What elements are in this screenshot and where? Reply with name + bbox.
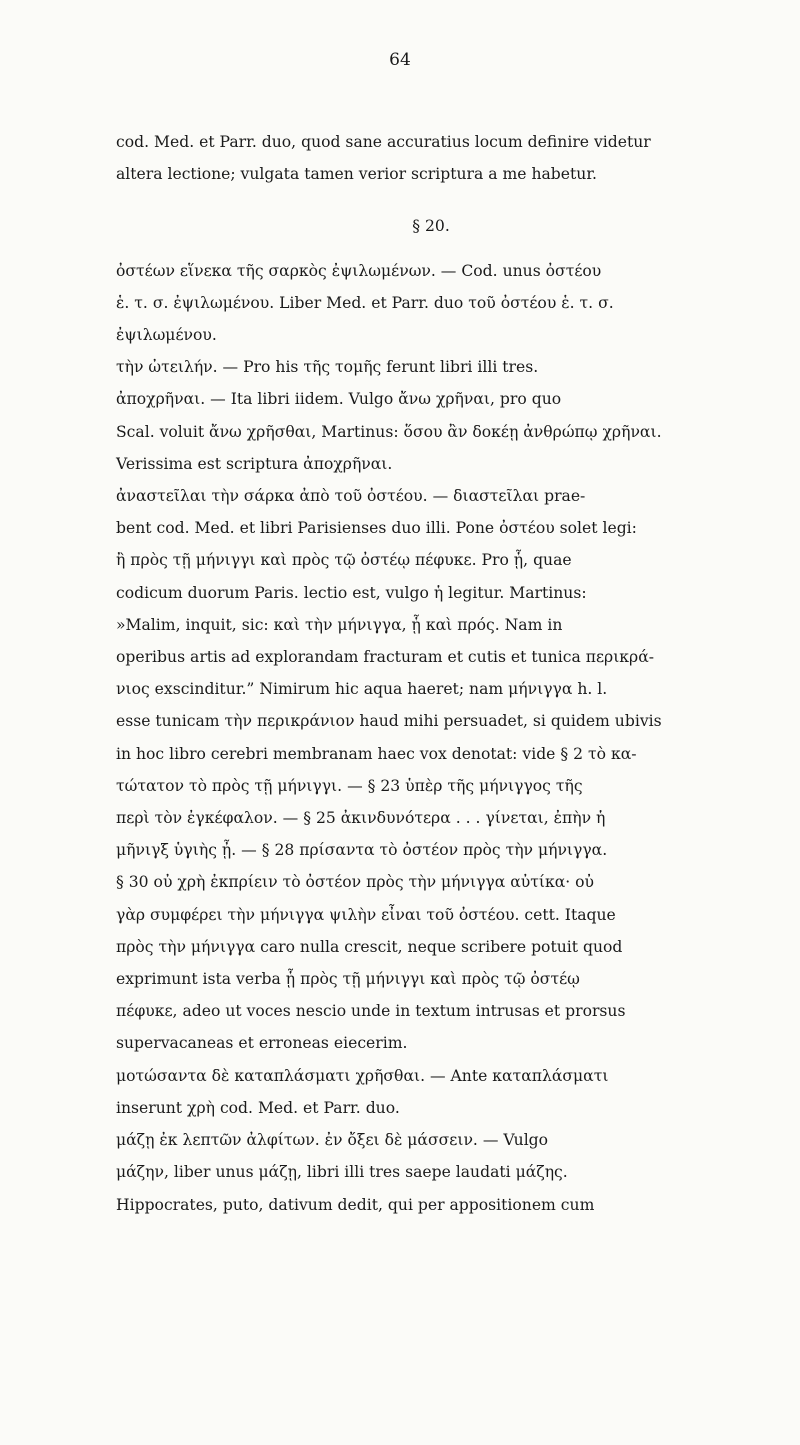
page-body (116, 126, 746, 1221)
text-line: τώτατον τὸ πρὸς τῇ μήνιγγι. — § 23 ὑπὲρ τῆς μήνιγγος τῆς (116, 776, 583, 795)
note-ostewn (116, 255, 746, 352)
text-line: § 30 οὐ χρὴ ἐκπρίειν τὸ ὀστέον πρὸς τὴν μήνιγγα αὐτίκα· οὐ (116, 873, 595, 892)
text-line: γὰρ συμφέρει τὴν μήνιγγα ψιλὴν εἶναι τοῦ ὀστέου. cett. Itaque (116, 905, 616, 924)
text-line: Verissima est scriptura ἀποχρῆναι. (116, 454, 393, 473)
text-line: περὶ τὸν ἐγκέφαλον. — § 25 ἀκινδυνότερα . . . γίνεται, ἐπὴν ἡ (116, 809, 606, 828)
text-line: μάζην, liber unus μάζῃ, libri illi tres saepe laudati μάζης. (116, 1163, 568, 1182)
text-line: ἑ. τ. σ. ἐψιλωμένου. Liber Med. et Parr. duo τοῦ ὀστέου ἑ. τ. σ. (116, 293, 614, 312)
text-line: ἢ πρὸς τῇ μήνιγγι καὶ πρὸς τῷ ὀστέῳ πέφυκε. Pro ᾗ, quae (116, 551, 572, 570)
text-line: codicum duorum Paris. lectio est, vulgo ἡ legitur. Martinus: (116, 583, 587, 602)
text-line: Scal. voluit ἄνω χρῆσθαι, Martinus: ὅσου ἂν δοκέῃ ἀνθρώπῳ χρῆναι. (116, 422, 662, 441)
note-maze (116, 1124, 746, 1221)
note-wteilen (116, 351, 746, 383)
text-line: altera lectione; vulgata tamen verior scriptura a me habetur. (116, 165, 598, 184)
text-line: in hoc libro cerebri membranam haec vox denotat: vide § 2 τὸ κα- (116, 744, 637, 763)
note-anasteilai (116, 480, 746, 1060)
opening-paragraph (116, 126, 746, 190)
text-line: esse tunicam τὴν περικράνιον haud mihi persuadet, si quidem ubivis (116, 712, 662, 731)
note-motosanta (116, 1060, 746, 1124)
text-line: μῆνιγξ ὑγιὴς ᾖ. — § 28 πρίσαντα τὸ ὀστέον πρὸς τὴν μήνιγγα. (116, 841, 608, 860)
text-line: cod. Med. et Parr. duo, quod sane accuratius locum definire videtur (116, 133, 651, 151)
text-line: πρὸς τὴν μήνιγγα caro nulla crescit, neque scribere potuit quod (116, 937, 623, 956)
text-line: ὀστέων εἵνεκα τῆς σαρκὸς ἐψιλωμένων. — Cod. unus ὀστέου (116, 261, 602, 280)
text-line: μάζῃ ἐκ λεπτῶν ἀλφίτων. ἐν ὄξει δὲ μάσσειν. — Vulgo (116, 1131, 549, 1150)
text-line: πέφυκε, adeo ut voces nescio unde in textum intrusas et prorsus (116, 1002, 626, 1021)
text-line: operibus artis ad explorandam fracturam et cutis et tunica περικρά- (116, 648, 655, 667)
note-apochrenai (116, 383, 746, 480)
text-line: ἀναστεῖλαι τὴν σάρκα ἀπὸ τοῦ ὀστέου. — διαστεῖλαι prae- (116, 487, 586, 506)
text-line: ἐψιλωμένου. (116, 326, 217, 345)
section-heading: § 20. (412, 217, 450, 236)
text-line: μοτώσαντα δὲ καταπλάσματι χρῆσθαι. — Ante καταπλάσματι (116, 1066, 609, 1085)
text-line: ἀποχρῆναι. — Ita libri iidem. Vulgo ἄνω χρῆναι, pro quo (116, 390, 562, 409)
text-line: bent cod. Med. et libri Parisienses duo illi. Pone ὀστέου solet legi: (116, 519, 637, 538)
text-line: »Malim, inquit, sic: καὶ τὴν μήνιγγα, ᾗ καὶ πρός. Nam in (116, 615, 563, 634)
text-line: νιος exscinditur.” Nimirum hic aqua haeret; nam μήνιγγα h. l. (116, 680, 608, 699)
text-line: inserunt χρὴ cod. Med. et Parr. duo. (116, 1098, 400, 1117)
text-line: Hippocrates, puto, dativum dedit, qui per appositionem cum (116, 1195, 595, 1214)
page-number: 64 (389, 50, 411, 70)
text-line: supervacaneas et erroneas eiecerim. (116, 1034, 408, 1053)
text-line: exprimunt ista verba ᾗ πρὸς τῇ μήνιγγι καὶ πρὸς τῷ ὀστέῳ (116, 970, 580, 989)
text-line: τὴν ὠτειλήν. — Pro his τῆς τομῆς ferunt libri illi tres. (116, 358, 539, 377)
